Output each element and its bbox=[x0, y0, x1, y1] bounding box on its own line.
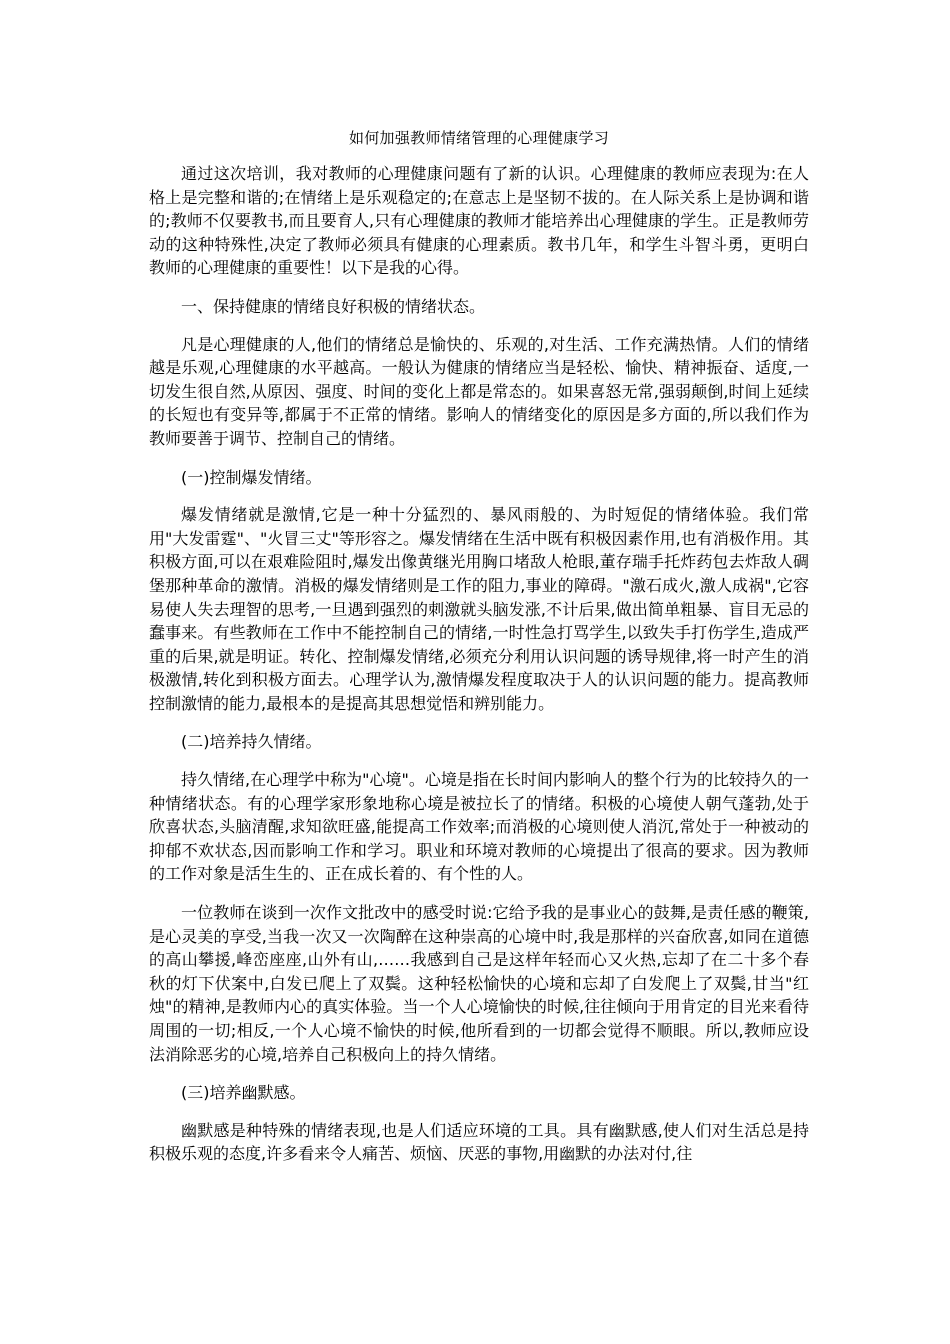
subsection-1-paragraph: 爆发情绪就是激情,它是一种十分猛烈的、暴风雨般的、为时短促的情绪体验。我们常用"大发雷霆"、"火冒三丈"等形容之。爆发情绪在生活中既有积极因素作用,也有消极作用。其积极方面,可以在艰难险阻时,爆发出像黄继光用胸口堵敌人枪眼,董存瑞手托炸药包去炸敌人碉堡那种革命的激情。消极的爆发情绪则是工作的阻力,事业的障碍。"激石成火,激人成祸",它容易使人失去理智的思考,一旦遇到强烈的刺激就头脑发涨,不计后果,做出简单粗暴、盲目无忌的蠢事来。有些教师在工作中不能控制自己的情绪,一时性急打骂学生,以致失手打伤学生,造成严重的后果,就是明证。转化、控制爆发情绪,必须充分利用认识问题的诱导规律,将一时产生的消极激情,转化到积极方面去。心理学认为,激情爆发程度取决于人的认识问题的能力。提高教师控制激情的能力,最根本的是提高其思想觉悟和辨别能力。 bbox=[149, 505, 809, 713]
section-heading-1: 一、保持健康的情绪良好积极的情绪状态。 bbox=[181, 296, 486, 316]
intro-paragraph: 通过这次培训，我对教师的心理健康问题有了新的认识。心理健康的教师应表现为:在人格上是完整和谐的;在情绪上是乐观稳定的;在意志上是坚韧不拔的。在人际关系上是协调和谐的;教师不仅要教书,而且要育人,只有心理健康的教师才能培养出心理健康的学生。正是教师劳动的这种特殊性,决定了教师必须具有健康的心理素质。教书几年，和学生斗智斗勇，更明白教师的心理健康的重要性！以下是我的心得。 bbox=[149, 164, 809, 278]
subsection-2-paragraph-1: 持久情绪,在心理学中称为"心境"。心境是指在长时间内影响人的整个行为的比较持久的一种情绪状态。有的心理学家形象地称心境是被拉长了的情绪。积极的心境使人朝气蓬勃,处于欣喜状态,头脑清醒,求知欲旺盛,能提高工作效率;而消极的心境则使人消沉,常处于一种被动的抑郁不欢状态,因而影响工作和学习。职业和环境对教师的心境提出了很高的要求。因为教师的工作对象是活生生的、正在成长着的、有个性的人。 bbox=[149, 770, 809, 884]
subsection-3-paragraph: 幽默感是种特殊的情绪表现,也是人们适应环境的工具。具有幽默感,使人们对生活总是持积极乐观的态度,许多看来令人痛苦、烦恼、厌恶的事物,用幽默的办法对付,往 bbox=[149, 1120, 809, 1164]
subsection-heading-2: (二)培养持久情绪。 bbox=[181, 732, 322, 752]
document-title: 如何加强教师情绪管理的心理健康学习 bbox=[348, 129, 610, 147]
section-1-paragraph: 凡是心理健康的人,他们的情绪总是愉快的、乐观的,对生活、工作充满热情。人们的情绪越是乐观,心理健康的水平越高。一般认为健康的情绪应当是轻松、愉快、精神振奋、适度,一切发生很自然,从原因、强度、时间的变化上都是常态的。如果喜怒无常,强弱颠倒,时间上延续的长短也有变异等,都属于不正常的情绪。影响人的情绪变化的原因是多方面的,所以我们作为教师要善于调节、控制自己的情绪。 bbox=[149, 334, 809, 448]
document-page bbox=[149, 126, 809, 1181]
subsection-2-paragraph-2: 一位教师在谈到一次作文批改中的感受时说:它给予我的是事业心的鼓舞,是责任感的鞭策,是心灵美的享受,当我一次又一次陶醉在这种崇高的心境中时,我是那样的兴奋欣喜,如同在道德的高山攀援,峰峦座座,山外有山,……我感到自己是这样年轻而心又火热,忘却了在二十多个春秋的灯下伏案中,白发已爬上了双鬓。这种轻松愉快的心境和忘却了白发爬上了双鬓,甘当"红烛"的精神,是教师内心的真实体验。当一个人心境愉快的时候,往往倾向于用肯定的目光来看待周围的一切;相反,一个人心境不愉快的时候,他所看到的一切都会觉得不顺眼。所以,教师应设法消除恶劣的心境,培养自己积极向上的持久情绪。 bbox=[149, 903, 809, 1064]
subsection-heading-1: (一)控制爆发情绪。 bbox=[181, 467, 322, 487]
subsection-heading-3: (三)培养幽默感。 bbox=[181, 1083, 306, 1103]
